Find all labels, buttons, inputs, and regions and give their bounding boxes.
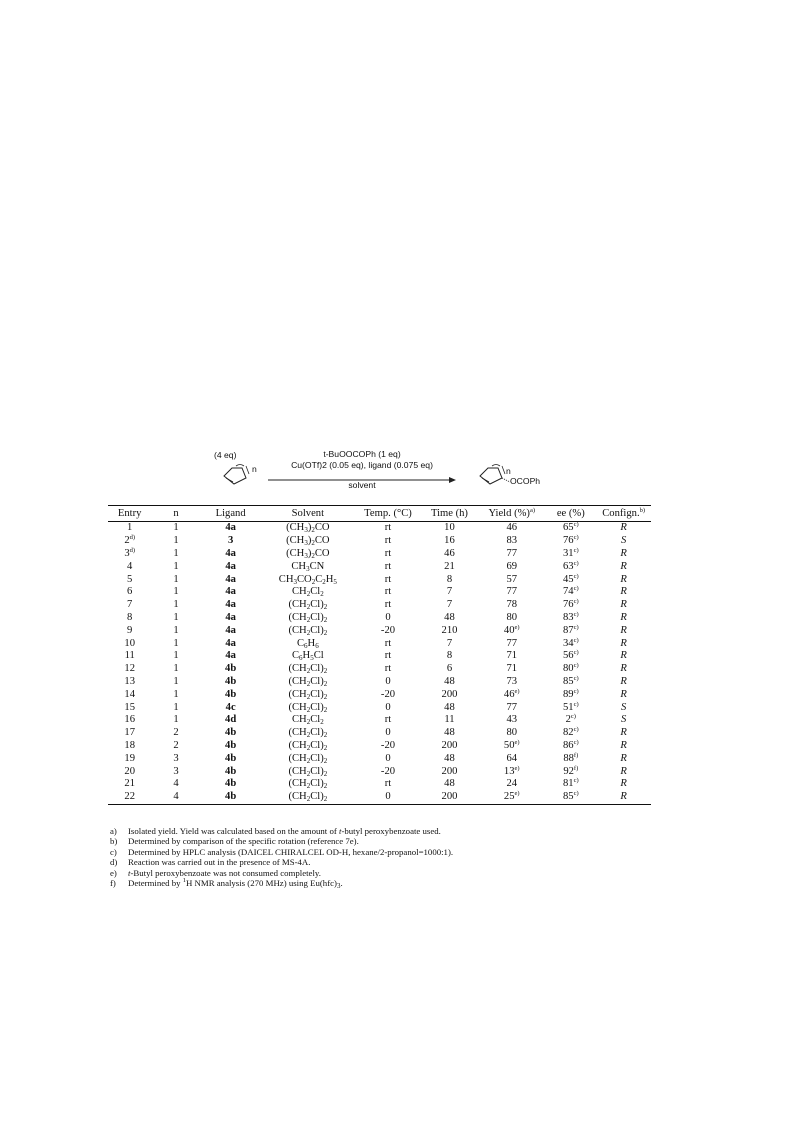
cell-ligand: 4a [225, 637, 236, 649]
cell-yield: 43 [506, 714, 518, 726]
header-entry: Entry [108, 506, 151, 522]
table-row [108, 740, 651, 753]
cell-time: 48 [444, 611, 455, 623]
cell-entry: 18 [124, 739, 135, 751]
cell-ee: 89$^{c)}$ [562, 687, 579, 700]
cell-temp: rt [384, 547, 392, 559]
footnote-label: e) [110, 867, 117, 878]
cell-ligand: 4b [225, 663, 237, 675]
table-row [108, 637, 651, 650]
cell-config: R [620, 778, 627, 790]
cell-yield: 46 [506, 522, 518, 534]
table-row [108, 624, 651, 637]
table-row [108, 573, 651, 586]
cell-temp: rt [384, 637, 392, 649]
cell-solvent: $(CH_3)_2CO$ [286, 535, 330, 548]
cell-ligand: 4b [225, 727, 237, 739]
cell-config: R [620, 573, 627, 585]
cell-temp: rt [384, 535, 392, 547]
cell-time: 10 [444, 522, 455, 534]
cell-yield: 78 [506, 599, 518, 611]
cell-ligand: 4a [225, 547, 236, 559]
cell-entry: 19 [124, 752, 135, 764]
cell-config: R [620, 522, 627, 534]
footnote-text: Determined by $^1$H NMR analysis (270 MHz) using $Eu(hfc)_3$. [128, 877, 343, 891]
cell-config: R [620, 611, 627, 623]
cell-yield: 64 [506, 752, 518, 764]
cell-entry: 22 [108, 791, 151, 804]
cell-ligand: 4a [225, 522, 236, 534]
footnote [110, 877, 670, 891]
cell-n: 3 [173, 752, 179, 764]
header-time: Time (h) [421, 506, 478, 522]
cell-time: 7 [446, 599, 453, 611]
cell-config: R [620, 765, 627, 777]
cell-ligand: 4c [225, 701, 236, 713]
cell-n: 1 [173, 560, 179, 572]
cell-solvent: $(CH_2Cl)_2$ [288, 675, 328, 688]
product-ester-group: OCOPh [510, 476, 541, 486]
cell-ligand: 4a [225, 573, 236, 585]
cell-entry: 10 [124, 637, 135, 649]
cell-entry: 2$^{d)}$ [124, 534, 136, 547]
cell-n: 1 [173, 611, 179, 623]
cell-yield: 13$^{e)}$ [503, 764, 520, 777]
cell-yield: 83 [506, 535, 518, 547]
cell-config: R [620, 650, 627, 662]
cell-entry: 13 [124, 675, 135, 687]
reactant-ring-size-n: n [252, 464, 257, 474]
cell-n: 4 [151, 791, 200, 804]
header-n: n [151, 506, 200, 522]
cell-ligand: 4b [225, 752, 237, 764]
cell-config: R [620, 560, 627, 572]
cell-yield: 77 [506, 586, 518, 598]
cell-ligand: 4a [225, 599, 236, 611]
cell-entry: 17 [124, 727, 135, 739]
cell-temp: rt [384, 778, 392, 790]
cell-yield: 80 [506, 611, 518, 623]
cell-ee: 85$^{c)}$ [545, 791, 596, 804]
cell-n: 1 [173, 624, 179, 636]
footnote-label: d) [110, 857, 118, 868]
cell-ee: 88$^{f)}$ [563, 751, 579, 764]
table-row [108, 701, 651, 714]
table-row [108, 612, 651, 625]
cell-yield: 77 [506, 637, 518, 649]
results-table [108, 505, 651, 805]
cell-entry: 15 [124, 701, 135, 713]
cell-time: 200 [421, 791, 478, 804]
header-temp: Temp. (°C) [355, 506, 421, 522]
cell-ligand: 4b [225, 688, 237, 700]
cell-solvent: $C_6H_5Cl$ [291, 650, 324, 663]
cell-temp: 0 [385, 752, 391, 764]
cell-ee: 31$^{c)}$ [562, 546, 579, 559]
cell-config: S [620, 535, 627, 547]
cell-entry: 16 [124, 714, 135, 726]
cell-config: R [620, 752, 627, 764]
cell-time: 8 [446, 573, 453, 585]
cell-time: 48 [444, 752, 455, 764]
cell-time: 48 [444, 675, 455, 687]
cell-temp: rt [384, 663, 392, 675]
cell-entry: 4 [127, 560, 133, 572]
cell-n: 1 [173, 547, 179, 559]
cell-n: 1 [173, 586, 179, 598]
reaction-scheme [200, 444, 620, 500]
cell-config: R [620, 547, 627, 559]
cell-temp: -20 [380, 739, 396, 751]
footnote-label: b) [110, 836, 118, 847]
header-solvent: Solvent [261, 506, 356, 522]
cell-solvent: $(CH_2Cl)_2$ [288, 765, 328, 778]
cell-ligand: 3 [227, 535, 234, 547]
cell-time: 21 [444, 560, 455, 572]
cell-n: 4 [173, 778, 179, 790]
cell-temp: -20 [380, 688, 396, 700]
cell-solvent: $(CH_2Cl)_2$ [288, 599, 328, 612]
cell-solvent: $CH_3CO_2C_2H_5$ [278, 573, 337, 586]
cell-n: 2 [173, 727, 179, 739]
cell-config: S [620, 714, 627, 726]
cell-ee: 76$^{c)}$ [562, 598, 579, 611]
cell-ligand: 4a [225, 650, 236, 662]
cell-temp: -20 [380, 765, 396, 777]
cell-entry: 20 [124, 765, 135, 777]
condition-solvent: solvent [348, 480, 376, 490]
cell-ee: 85$^{c)}$ [562, 674, 579, 687]
cell-solvent: $CH_3CN$ [291, 560, 325, 573]
header-ligand: Ligand [201, 506, 261, 522]
table-row [108, 663, 651, 676]
table-row [108, 522, 651, 535]
cell-solvent: $(CH_2Cl)_2$ [288, 701, 328, 714]
cell-config: R [620, 739, 627, 751]
cell-entry: 6 [127, 586, 133, 598]
cell-n: 1 [173, 522, 179, 534]
cell-temp: rt [384, 522, 392, 534]
table-row [108, 752, 651, 765]
cell-config: R [620, 663, 627, 675]
table-row [108, 560, 651, 573]
cell-solvent: $(CH_2Cl)_2$ [288, 778, 328, 791]
cell-yield: 71 [506, 650, 518, 662]
cell-temp: 0 [385, 611, 391, 623]
cell-solvent: $(CH_2Cl)_2$ [288, 611, 328, 624]
cell-ee: 76$^{c)}$ [562, 534, 579, 547]
footnote [110, 868, 670, 878]
cell-temp: rt [384, 599, 392, 611]
cell-time: 200 [441, 739, 458, 751]
table-row [108, 586, 651, 599]
cell-yield: 73 [506, 675, 518, 687]
cell-solvent: $(CH_2Cl)_2$ [288, 663, 328, 676]
cell-ligand: 4a [225, 624, 236, 636]
cell-config: R [620, 688, 627, 700]
cell-ee: 86$^{c)}$ [562, 738, 579, 751]
cell-yield: 57 [506, 573, 518, 585]
table-row [108, 535, 651, 548]
cell-entry: 8 [127, 611, 133, 623]
cell-n: 2 [173, 739, 179, 751]
condition-line-1: t-BuOOCOPh (1 eq) [323, 449, 401, 459]
cell-ee: 63$^{c)}$ [562, 559, 579, 572]
cell-solvent: $(CH_2Cl)_2$ [288, 739, 328, 752]
cell-ee: 87$^{c)}$ [562, 623, 579, 636]
cell-time: 7 [446, 637, 453, 649]
cell-config: R [596, 791, 651, 804]
table-row [108, 714, 651, 727]
table-row [108, 791, 651, 804]
footnote [110, 836, 670, 846]
cell-entry: 14 [124, 688, 135, 700]
cell-n: 1 [173, 650, 179, 662]
cell-solvent: $CH_2Cl_2$ [291, 714, 324, 727]
table-row [108, 778, 651, 791]
cell-temp: rt [384, 560, 392, 572]
cell-solvent: $(CH_2Cl)_2$ [288, 727, 328, 740]
cell-ligand: 4b [225, 765, 237, 777]
footnote [110, 826, 670, 836]
cell-time: 16 [444, 535, 455, 547]
cell-config: R [620, 727, 627, 739]
cell-config: R [620, 637, 627, 649]
footnote-text: Reaction was carried out in the presence of MS-4A. [128, 857, 311, 868]
cell-config: R [620, 624, 627, 636]
table-row [108, 727, 651, 740]
cell-solvent: $C_6H_6$ [296, 637, 319, 650]
cell-solvent: $(CH_2Cl)_2$ [288, 688, 328, 701]
cell-n: 1 [173, 714, 179, 726]
cell-ee: 34$^{c)}$ [562, 636, 579, 649]
footnote-text: Determined by HPLC analysis (DAICEL CHIRALCEL OD-H, hexane/2-propanol=1000:1). [128, 846, 454, 857]
cell-temp: 0 [385, 675, 391, 687]
footnote-label: c) [110, 846, 117, 857]
cell-entry: 12 [124, 663, 135, 675]
cell-yield: 77 [506, 701, 518, 713]
cell-ligand: 4b [225, 675, 237, 687]
cell-entry: 5 [127, 573, 133, 585]
cell-entry: 9 [127, 624, 133, 636]
cell-time: 48 [444, 778, 455, 790]
cell-time: 8 [446, 650, 453, 662]
cell-ee: 51$^{c)}$ [562, 700, 579, 713]
cell-time: 7 [446, 586, 453, 598]
cell-n: 1 [173, 701, 179, 713]
cell-temp: rt [384, 573, 392, 585]
table-row [108, 599, 651, 612]
cell-ligand: 4a [225, 611, 236, 623]
cell-solvent: $(CH_2Cl)_2$ [261, 791, 356, 804]
footnote-label: f) [110, 878, 116, 889]
cell-time: 11 [444, 714, 455, 726]
cell-temp: 0 [385, 701, 391, 713]
cell-time: 210 [441, 624, 458, 636]
cell-ee: 82$^{c)}$ [562, 726, 579, 739]
cell-n: 3 [173, 765, 179, 777]
cell-temp: rt [384, 650, 392, 662]
footnote [110, 847, 670, 857]
cell-entry: 3$^{d)}$ [124, 546, 136, 559]
cell-config: R [620, 586, 627, 598]
cell-yield: 80 [506, 727, 518, 739]
cell-n: 1 [173, 599, 179, 611]
cell-entry: 21 [124, 778, 135, 790]
cell-n: 1 [173, 688, 179, 700]
cell-yield: 24 [506, 778, 518, 790]
footnote-text: t-Butyl peroxybenzoate was not consumed completely. [128, 867, 321, 878]
cell-ee: 80$^{c)}$ [562, 662, 579, 675]
cell-n: 1 [173, 573, 179, 585]
reactant-equivalents: (4 eq) [214, 450, 237, 460]
cell-entry: 11 [124, 650, 135, 662]
cell-ligand: 4b [225, 739, 237, 751]
cell-ligand: 4d [225, 714, 237, 726]
condition-line-2: Cu(OTf)2 (0.05 eq), ligand (0.075 eq) [291, 460, 433, 470]
cell-ee: 81$^{c)}$ [562, 777, 579, 790]
cell-yield: 69 [506, 560, 518, 572]
cell-solvent: $(CH_2Cl)_2$ [288, 624, 328, 637]
cell-solvent: $(CH_3)_2CO$ [286, 547, 330, 560]
cell-ligand: 4b [201, 791, 261, 804]
table-row [108, 765, 651, 778]
cell-temp: 0 [385, 727, 391, 739]
footnotes [110, 826, 670, 891]
cell-solvent: $CH_2Cl_2$ [291, 586, 324, 599]
cell-yield: 40$^{e)}$ [503, 623, 520, 636]
cell-temp: rt [384, 714, 392, 726]
footnote-text: Isolated yield. Yield was calculated based on the amount of t-butyl peroxybenzoate used. [128, 826, 441, 836]
cell-ee: 65$^{c)}$ [562, 521, 579, 534]
cell-ee: 92$^{f)}$ [563, 764, 579, 777]
cell-time: 46 [444, 547, 455, 559]
cell-time: 200 [441, 765, 458, 777]
cell-n: 1 [173, 675, 179, 687]
cell-config: R [620, 675, 627, 687]
cell-entry: 1 [127, 522, 133, 534]
cell-entry: 7 [127, 599, 133, 611]
cell-n: 1 [173, 535, 179, 547]
cell-ligand: 4a [225, 586, 236, 598]
reaction-conditions [262, 444, 462, 494]
header-yield: Yield (%)$^{a)}$ [478, 506, 545, 522]
table-header-row [108, 506, 651, 522]
header-config: Confign.$^{b)}$ [596, 506, 651, 522]
cell-time: 6 [446, 663, 453, 675]
cell-ligand: 4a [225, 560, 236, 572]
cell-time: 48 [444, 701, 455, 713]
cell-n: 1 [173, 637, 179, 649]
footnote-label: a) [110, 826, 117, 836]
cell-time: 200 [441, 688, 458, 700]
cell-ee: 2$^{c)}$ [565, 713, 576, 726]
header-ee: ee (%) [545, 506, 596, 522]
cell-ligand: 4b [225, 778, 237, 790]
cell-yield: 71 [506, 663, 518, 675]
cell-ee: 45$^{c)}$ [562, 572, 579, 585]
footnote-text: Determined by comparison of the specific rotation (reference 7e). [128, 836, 359, 847]
cell-n: 1 [173, 663, 179, 675]
cell-ee: 56$^{c)}$ [562, 649, 579, 662]
cell-config: R [620, 599, 627, 611]
cell-yield: 50$^{e)}$ [503, 738, 520, 751]
cell-time: 48 [444, 727, 455, 739]
cell-solvent: $(CH_3)_2CO$ [286, 522, 330, 535]
cell-yield: 77 [506, 547, 518, 559]
cell-yield: 25$^{e)}$ [478, 791, 545, 804]
cell-solvent: $(CH_2Cl)_2$ [288, 752, 328, 765]
cell-ee: 83$^{c)}$ [562, 610, 579, 623]
cell-temp: 0 [355, 791, 421, 804]
footnote [110, 857, 670, 867]
table-row [108, 688, 651, 701]
cell-temp: rt [384, 586, 392, 598]
cell-config: S [620, 701, 627, 713]
table-row [108, 548, 651, 561]
cell-yield: 46$^{e)}$ [503, 687, 520, 700]
cell-ee: 74$^{c)}$ [562, 585, 579, 598]
cell-temp: -20 [380, 624, 396, 636]
reaction-arrow [268, 476, 456, 484]
table-row [108, 676, 651, 689]
table-row [108, 650, 651, 663]
product-ring-size-n: n [506, 466, 511, 476]
